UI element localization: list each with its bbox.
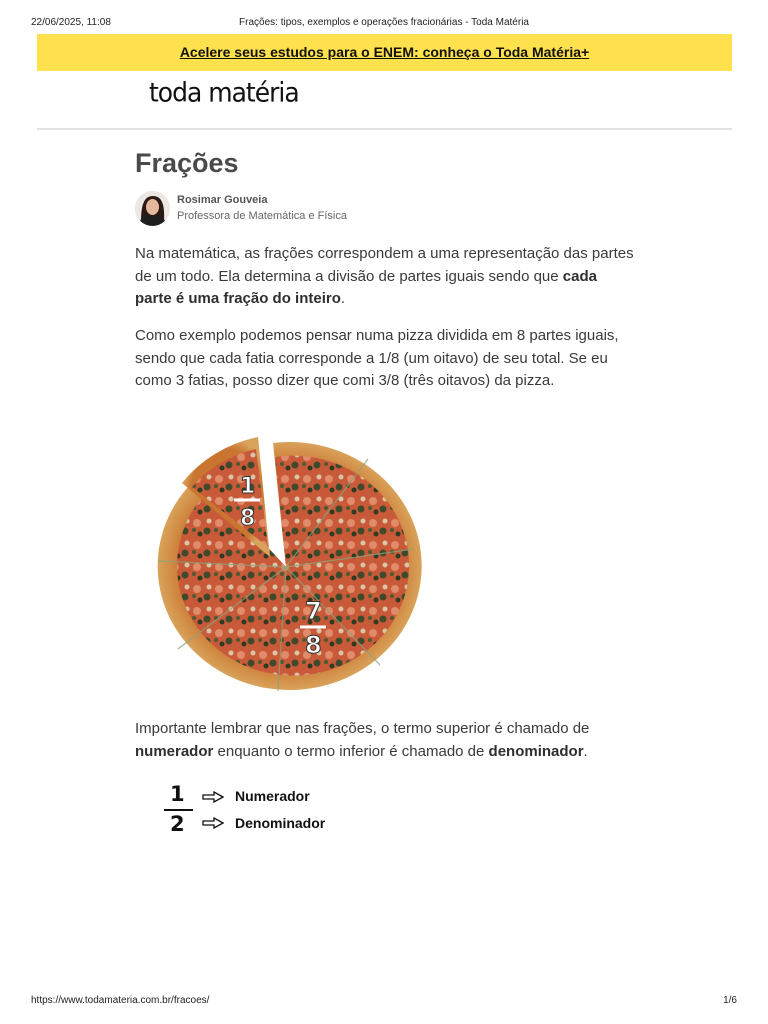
rest-denominator: 8 xyxy=(305,631,322,659)
p1-bold-text: cada parte é uma fração do inteiro xyxy=(135,267,597,307)
p1-text-start: Na matemática, as frações correspondem a uma representação das partes de um todo. Ela determina a divisão de partes iguais sendo que xyxy=(135,245,634,285)
rest-numerator: 7 xyxy=(305,597,322,625)
p3-text-mid: enquanto o termo inferior é chamado de xyxy=(213,742,489,760)
p3-text-start: Importante lembrar que nas frações, o termo superior é chamado de xyxy=(135,720,590,737)
diagram-denominator: 2 xyxy=(170,812,185,836)
promo-link[interactable]: Acelere seus estudos para o ENEM: conheça o Toda Matéria+ xyxy=(179,44,590,60)
author-role: Professora de Matemática e Física xyxy=(177,210,347,222)
avatar[interactable] xyxy=(135,191,170,226)
page-title: Frações xyxy=(135,148,239,178)
arrow-right-icon xyxy=(202,817,224,829)
print-datetime: 22/06/2025, 11:08 xyxy=(31,17,111,28)
slice-denominator: 8 xyxy=(240,506,256,531)
author-name[interactable]: Rosimar Gouveia xyxy=(177,194,268,206)
header-divider xyxy=(37,128,732,130)
slice-numerator: 1 xyxy=(240,474,256,499)
print-document-title: Frações: tipos, exemplos e operações fracionárias - Toda Matéria xyxy=(239,17,529,28)
fraction-diagram xyxy=(162,780,362,840)
promo-banner xyxy=(37,34,732,71)
p3-bold-numerator: numerador xyxy=(135,742,214,760)
fraction-bar xyxy=(164,809,193,811)
diagram-numerator: 1 xyxy=(170,782,185,806)
denominator-label: Denominador xyxy=(235,815,326,831)
p3-text-end: . xyxy=(583,742,588,760)
p3-bold-denominator: denominador xyxy=(488,742,584,760)
numerator-label: Numerador xyxy=(235,788,310,804)
print-url: https://www.todamateria.com.br/fracoes/ xyxy=(31,995,210,1006)
intro-paragraph xyxy=(135,243,635,311)
terms-paragraph xyxy=(135,718,635,763)
arrow-right-icon xyxy=(202,791,224,803)
author-block xyxy=(135,190,535,226)
pizza-fraction-image xyxy=(148,429,424,701)
site-logo[interactable]: toda matéria xyxy=(149,77,299,108)
print-header xyxy=(0,17,768,31)
page-number: 1/6 xyxy=(723,995,737,1006)
example-paragraph: Como exemplo podemos pensar numa pizza dividida em 8 partes iguais, sendo que cada fatia corresponde a 1/8 (um oitavo) de seu total. Se eu como 3 fatias, posso dizer que comi 3/8 (três oitavos) da pizza. xyxy=(135,327,619,389)
p1-text-end: . xyxy=(340,290,346,307)
